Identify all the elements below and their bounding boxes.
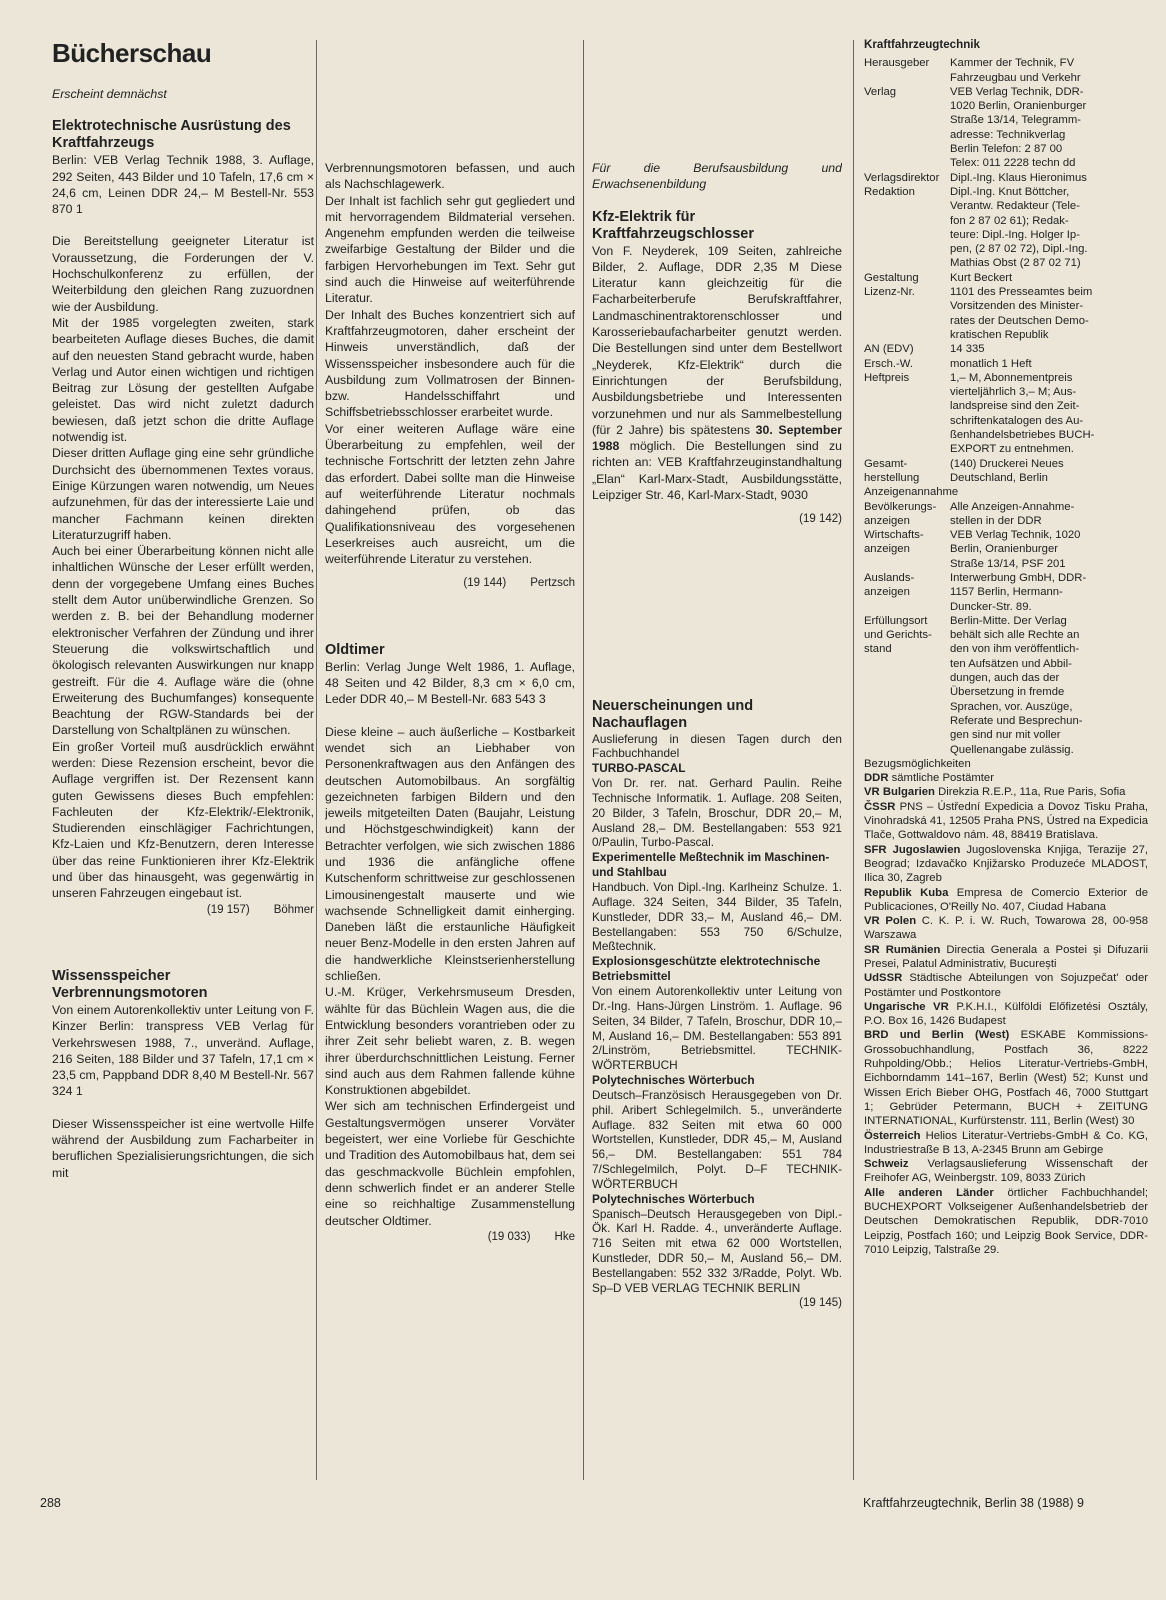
imprint-value: 1,– M, Abonnementpreis vierteljährlich 3,– M; Aus- landspreise sind den Zeit- schriftenkatalogen des Au- ßenhandelsbetriebes BUCH- EXPORT zu entnehmen. [950,371,1095,456]
review-paragraph: Wer sich am technischen Erfindergeist und Gestaltungsvermögen unserer Vorväter begeistert, wer eine Vorliebe für Geschichte und Tradition des Automobilbaus hat, dem sei das geschmackvolle Büchlein empfohlen, denn schwerlich findet er an anderer Stelle eine so reichhaltige Zusammenstellung deutscher Oldtimer. [325,1099,575,1228]
review-paragraph: Der Inhalt des Buches konzentriert sich auf Kraftfahrzeugmotoren, daher erscheint der Hinweis unverständlich, daß der Wissensspeicher insbesondere auch für die Ausbildung zum Vollmatrosen der Binnen- bzw. Handelsschiffahrt und Schiffsbetriebsschlosser erarbeitet wurde. [325,307,575,420]
imprint-key: Auslands- anzeigen [864,571,915,599]
region: Ungarische VR [864,1000,949,1013]
item-title: TURBO-PASCAL [592,761,686,776]
review-paragraph: U.-M. Krüger, Verkehrsmuseum Dresden, wählte für das Büchlein Wagen aus, die die Entwicklung besonders vorantrieben oder zu ihrer Zeit sehr beliebt waren, z. B. wegen ihrer überdurchschnittlichen Leistung. Ferner sind auch aus dem Rahmen fallende kühne Konstruktionen abgebildet. [325,985,575,1098]
imprint-key: AN (EDV) [864,343,914,356]
page-number: 288 [40,1496,61,1510]
review-paragraph: Dieser Wissensspeicher ist eine wertvolle Hilfe während der Ausbildung zum Facharbeiter in beruflichen Spezialisierungsrichtungen, die sich mit [52,1116,314,1180]
imprint-value: (140) Druckerei Neues Deutschland, Berlin [950,457,1064,484]
column-rule [853,40,854,1480]
imprint-key: Gesamt- herstellung [864,457,920,484]
imprint-key: Lizenz-Nr. [864,286,915,299]
distribution-title: Bezugsmöglichkeiten [864,757,971,770]
review-paragraph: Diese kleine – auch äußerliche – Kostbarkeit wendet sich an Liebhaber von Personenkraftwagen aus den Anfängen des deutschen Automobilbaus. An sorgfältig gezeichneten farbigen Bildern und den jeweils mitgeteilten Daten (Baujahr, Leistung und Höchstgeschwindigkeit) kann der Betrachter verfolgen, wie sich zwischen 1886 und 1936 die anfängliche offene Kutschenform schrittweise zur geschlossenen Limousinengestalt mauserte und wie wachsende Schnelligkeit damit einherging. Daneben läßt die erstaunliche Häufigkeit neuer Benz-Modelle in den ersten Jahren auf die handwerkliche Kleinstserienherstellung schließen. [325,724,575,984]
list-item [864,971,1148,1000]
list-item [592,1073,842,1192]
list-item [864,1186,1148,1257]
reviewer-name: Hke [554,1230,575,1243]
list-item [864,886,1148,915]
imprint-key: Redaktion [864,185,915,198]
imprint-key: Verlag [864,85,897,98]
imprint-value: 14 335 [950,343,985,356]
book-meta: Berlin: Verlag Junge Welt 1986, 1. Auflage, 48 Seiten und 42 Bilder, 8,3 cm × 6,0 cm, Leder DDR 40,– M Bestell-Nr. 683 543 3 [325,659,575,707]
imprint-value: Alle Anzeigen-Annahme- stellen in der DDR [950,500,1075,527]
imprint-table [864,56,1148,757]
region: SR Rumänien [864,943,941,956]
review-paragraph: Auch bei einer Überarbeitung können nicht alle inhaltlichen Wünsche der Leser erfüllt werden, denn der vorgegebene Umfang eines Buches stellt dem Autor unüberwindliche Grenzen. So werden z. B. bei der Behandlung moderner elektronischer Verfahren der Zündung und ihrer Steuerung die volkswirtschaftlich und ökologisch relevanten Auswirkungen nur knapp gestreift. Für die 4. Auflage wäre die (ohne Erweiterung des Buchumfanges) konsequente Beachtung der RGW-Standards bei der Darstellung von Schaltplänen zu wünschen. [52,544,314,738]
address: Städtische Abteilungen von Sojuzpečat' oder Postämter und Postkontore [864,972,1148,999]
review-paragraph: Vor einer weiteren Auflage wäre eine Überarbeitung zu empfehlen, weil der technische Fortschritt der letzten zehn Jahre das erfordert. Dabei sollte man die Hinweise auf weiterführende Literatur nochmals dahingehend prüfen, ob das Qualifikationsniveau des vorgesehenen Leserkreises auch ausreicht, um die weiterführende Literatur zu verstehen. [325,421,575,567]
reference-number: (19 033) [487,1230,531,1243]
address: P.K.H.I., Külföldi Előfizetési Osztály, P.O. Box 16, 1426 Budapest [864,1000,1148,1028]
region: VR Bulgarien [864,786,935,799]
column-rule [316,40,317,1480]
list-item [864,1000,1148,1029]
book-title: Elektrotechnische Ausrüstung des Kraftfahrzeugs [52,118,291,152]
book-title: Oldtimer [325,641,385,658]
book-meta: Berlin: VEB Verlag Technik 1988, 3. Auflage, 292 Seiten, 443 Bilder und 10 Tafeln, 17,6 cm × 24,6 cm, Leinen DDR 24,– M Bestell-Nr. 553 870 1 [52,153,314,217]
imprint-key: Ersch.-W. [864,357,913,370]
imprint-key: Herausgeber [864,57,930,70]
review-paragraph: Die Bereitstellung geeigneter Literatur ist Voraussetzung, die Forderungen der V. Hochschulkonferenz zu erfüllen, der Weiterbildung den gleichen Rang zuzuordnen wie der Ausbildung. [52,234,314,314]
imprint-key: Wirtschafts- anzeigen [864,529,924,556]
imprint-value: VEB Verlag Technik, 1020 Berlin, Oranienburger Straße 13/14, PSF 201 [950,529,1081,570]
book-description [592,243,842,504]
imprint-value: monatlich 1 Heft [950,357,1032,370]
imprint-value: Dipl.-Ing. Klaus Hieronimus [950,171,1087,184]
order-deadline: 30. September 1988 [592,422,842,454]
list-item [592,761,842,850]
item-text: Spanisch–Deutsch Herausgegeben von Dipl.-Ök. Karl H. Radde. 4., unveränderte Auflage. 716 Seiten mit etwa 62 000 Wortstellen, Kunstleder, DDR 50,– M, Ausland 56,– DM. Bestellangaben: 552 332 3/Radde, Polyt. Wb. Sp–D VEB VERLAG TECHNIK BERLIN [592,1206,842,1295]
list-item [864,1129,1148,1158]
review-paragraph: Ein großer Vorteil muß ausdrücklich erwähnt werden: Diese Rezension erscheint, bevor die Auflage vergriffen ist. Der Rezensent kann guten Gewissens dieses Buch empfehlen: Fachleuten der Kfz-Elektrik/-Elektronik, Studierenden einschlägiger Fachrichtungen, Kfz-Laien und Kfz-Benutzern, deren Interesse über das reine Funktionieren ihrer Kfz-Elektrik und über das hinausgeht, was gegenwärtig in unseren Fahrzeugen eingebaut ist. [52,739,314,901]
region: UdSSR [864,972,903,985]
target-audience-label: Für die Berufsausbildung und Erwachsenenbildung [592,161,842,192]
region: Alle anderen Länder [864,1186,994,1199]
region: Österreich [864,1129,921,1142]
reference-number: (19 144) [463,577,507,590]
review-reference [325,1229,575,1245]
review-paragraph: Dieser dritten Auflage ging eine sehr gründliche Durchsicht des übernommenen Textes voraus. Einige Kürzungen waren notwendig, um Neues aufzunehmen, für das der interessierte Laie und mancher Fachmann keinen direkten Literaturzugriff haben. [52,446,314,542]
region: SFR Jugoslawien [864,843,961,856]
address: örtlicher Fachbuchhandel; BUCHEXPORT Volkseigener Außenhandelsbetrieb der Deutschen Demokratischen Republik, DDR-7010 Leipzig, Postfach 160; und Leipzig Book Service, DDR-7010 Leipzig, Talstraße 29. [864,1186,1148,1256]
address: Directia Generala a Postei și Difuzarii Presei, Palatul Administrativ, București [864,943,1148,970]
column-rule [583,40,584,1480]
book-title: Kfz-Elektrik für Kraftfahrzeugschlosser [592,208,754,242]
list-item [864,1157,1148,1186]
section-title: Bücherschau [52,38,212,68]
reviewer-name: Böhmer [273,903,314,916]
column-3 [592,160,842,1600]
imprint-key: Erfüllungsort und Gerichts- stand [864,614,932,656]
imprint-value: Kammer der Technik, FV Fahrzeugbau und Verkehr [950,57,1081,84]
address: C. K. P. i. W. Ruch, Towarowa 28, 00-958 Warszawa [864,915,1148,942]
imprint-value: VEB Verlag Technik, DDR- 1020 Berlin, Oranienburger Straße 13/14, Telegramm- adresse: Technikverlag Berlin Telefon: 2 87 00 Telex: 011 2228 techn dd [950,85,1087,170]
list-item [864,1028,1148,1128]
region: Republik Kuba [864,886,949,899]
imprint-key: Heftpreis [864,371,910,384]
review-paragraph: Mit der 1985 vorgelegten zweiten, stark bearbeiteten Auflage dieses Buches, die damit auf den neuesten Stand gebracht wurde, haben Verlag und Autor einen wichtigen und richtigen Beitrag zur Lösung der gestellten Aufgabe geleistet. Das wird nicht zuletzt dadurch bewiesen, daß jetzt schon die dritte Auflage notwendig ist. [52,315,314,445]
imprint-title: Kraftfahrzeugtechnik [864,38,980,51]
news-intro: Auslieferung in diesen Tagen durch den Fachbuchhandel [592,731,842,761]
region: DDR [864,772,889,785]
list-item [864,843,1148,886]
item-title: Experimentelle Meßtechnik im Maschinen- und Stahlbau [592,850,830,880]
review-reference [325,575,575,591]
list-item [864,785,1148,799]
region: BRD und Berlin (West) [864,1029,1010,1042]
address: Helios Literatur-Vertriebs-GmbH & Co. KG, Industriestraße B 13, A-2345 Brunn am Gebirge [864,1129,1148,1156]
new-releases-list [592,732,842,1312]
address: PNS – Ústřední Expedicia a Dovoz Tisku Praha, Vinohradská 41, 12505 Praha PNS, Ústred na Expedicia Tlače, Gottwaldovo nám. 48, 88419 Bratislava. [864,800,1148,842]
region: Schweiz [864,1158,909,1171]
address: Empresa de Comercio Exterior de Publicaciones, O'Reilly No. 407, Ciudad Habana [864,886,1148,913]
item-text: Deutsch–Französisch Herausgegeben von Dr. phil. Aribert Schlegelmilch. 5., unveränderte Auflage. 832 Seiten mit etwa 60 000 Wortstellen, Kunstleder, DDR 45,– M, Ausland 56,– DM. Bestellangaben: 551 784 7/Schlegelmilch, Polyt. D–F TECHNIK-WÖRTERBUCH [592,1087,842,1191]
list-item [592,850,842,954]
list-item [864,800,1148,843]
review-paragraph: Der Inhalt ist fachlich sehr gut gegliedert und mit hervorragendem Bildmaterial versehen. Angenehm empfunden werden die teilweise zweifarbige Gestaltung der Bilder und die farbigen Hervorhebungen im Text. Sehr gut sind auch die Hinweise auf weiterführende Literatur. [325,193,575,306]
review-reference [52,902,314,918]
address: ESKABE Kommissions-Grossobuchhandlung, Postfach 36, 8222 Ruhpolding/Obb.; Helios Literatur-Vertriebs-GmbH, Eichborndamm 141–167, Berlin (West) 52; Kunst und Wissen Erich Bieber OHG, Postfach 46, 7000 Stuttgart 1; Gebrüder Petermann, BUCH + ZEITUNG INTERNATIONAL, Kurfürstenstr. 111, Berlin (West) 30 [864,1029,1148,1128]
reference-number: (19 142) [799,513,842,526]
journal-citation: Kraftfahrzeugtechnik, Berlin 38 (1988) 9 [863,1496,1084,1510]
list-item [592,954,842,1073]
description-lead: Von F. Neyderek, 109 Seiten, zahlreiche Bilder, 2. Auflage, DDR 2,35 M Diese Literatur kann gleichzeitig für die Facharbeiterberufe Berufskraftfahrer, Landmaschinentraktorenschlosser und Karosseriebaufacharbeiter genutzt werden. Die Bestellungen sind unter dem Bestellwort „Neyderek, Kfz-Elektrik“ durch die Einrichtungen der Berufsbildung, Ausbildungsbetriebe und Interessenten vorzunehmen und nur als Sammelbestellung (für 2 Jahre) bis spätestens [592,243,842,437]
review-paragraph: Verbrennungsmotoren befassen, und auch als Nachschlagewerk. [325,161,575,192]
list-item [592,1192,842,1296]
imprint-key: Gestaltung [864,271,919,284]
upcoming-label: Erscheint demnächst [52,87,167,101]
reviewer-name: Pertzsch [530,577,575,590]
description-tail: möglich. Die Bestellungen sind zu richten an: VEB Kraftfahrzeuginstandhaltung „Elan“ Karl-Marx-Stadt, Ausbildungsstätte, Leipziger Str. 46, Karl-Marx-Stadt, 9030 [592,439,842,503]
column-1 [52,38,314,1478]
address: Verlagsauslieferung Wissenschaft der Freihofer AG, Weinbergstr. 109, 8033 Zürich [864,1158,1148,1185]
address: sämtliche Postämter [891,772,994,785]
item-title: Explosionsgeschützte elektrotechnische Betriebsmittel [592,954,821,984]
list-item [864,943,1148,972]
column-2 [325,160,575,1600]
imprint-value: Dipl.-Ing. Knut Böttcher, Verantw. Redakteur (Tele- fon 2 87 02 61); Redak- teure: Dipl.-Ing. Holger Ip- pen, (2 87 02 72), Dipl.-Ing. Mathias Obst (2 87 02 71) [950,185,1088,270]
region: VR Polen [864,915,917,928]
imprint-value: Berlin-Mitte. Der Verlag behält sich alle Rechte an den von ihm veröffentlich- ten Aufsätzen und Abbil- dungen, auch das der Übersetzung in fremde Sprachen, vor. Auszüge, Referate und Besprechun- gen sind nur mit voller Quellenangabe zulässig. [950,614,1083,756]
region: ČSSR [864,800,896,813]
item-text: Von Dr. rer. nat. Gerhard Paulin. Reihe Technische Informatik. 1. Auflage. 208 Seiten, 20 Bilder, 3 Tafeln, Broschur, DDR 20,– M, Ausland 28,– DM. Bestellangaben: 553 921 0/Paulin, Turbo-Pascal. [592,776,842,850]
list-item [864,771,1148,785]
distribution-list [864,757,1148,1257]
imprint-value: 1101 des Presseamtes beim Vorsitzenden des Minister- rates der Deutschen Demo- kratischen Republik [950,286,1093,341]
imprint-key: Bevölkerungs- anzeigen [864,500,937,527]
reference-number: (19 145) [799,1297,842,1310]
list-item [864,914,1148,943]
address: Direkzia R.E.P., 11a, Rue Paris, Sofia [938,786,1126,799]
item-text: Handbuch. Von Dipl.-Ing. Karlheinz Schulze. 1. Auflage. 324 Seiten, 344 Bilder, 35 Tafeln, Kunstleder, DDR 33,– M, Ausland 46,– DM. Bestellangaben: 553 750 6/Schulze, Meßtechnik. [592,880,842,954]
news-title: Neuerscheinungen und Nachauflagen [592,697,754,731]
imprint-value: Interwerbung GmbH, DDR- 1157 Berlin, Hermann- Duncker-Str. 89. [950,571,1087,613]
reference-number: (19 157) [206,903,250,916]
imprint-value: Kurt Beckert [950,271,1013,284]
address: Jugoslovenska Knjiga, Terazije 27, Beograd; Izdavačko Knjižarsko Produzeće MLADOST, Ilica 30, Zagreb [864,843,1148,885]
book-title: Wissensspeicher Verbrennungsmotoren [52,967,208,1001]
item-text: Von einem Autorenkollektiv unter Leitung von Dr.-Ing. Hans-Jürgen Linström. 1. Auflage. 96 Seiten, 34 Bilder, 7 Tafeln, Broschur, DDR 10,– M, Ausland 16,– DM. Bestellangaben: 553 891 2/Linström, Betriebsmittel. TECHNIK-WÖRTERBUCH [592,984,842,1073]
item-title: Polytechnisches Wörterbuch [592,1191,755,1206]
item-title: Polytechnisches Wörterbuch [592,1072,755,1087]
imprint-key: Verlagsdirektor [864,171,940,184]
column-4-imprint [864,38,1148,1490]
imprint-key: Anzeigenannahme [864,486,959,499]
book-meta: Von einem Autorenkollektiv unter Leitung von F. Kinzer Berlin: transpress VEB Verlag für Verkehrswesen 1988, 7., unveränd. Auflage, 216 Seiten, 188 Bilder und 37 Tafeln, 17,1 cm × 23,5 cm, Pappband DDR 8,40 M Bestell-Nr. 567 324 1 [52,1002,314,1099]
